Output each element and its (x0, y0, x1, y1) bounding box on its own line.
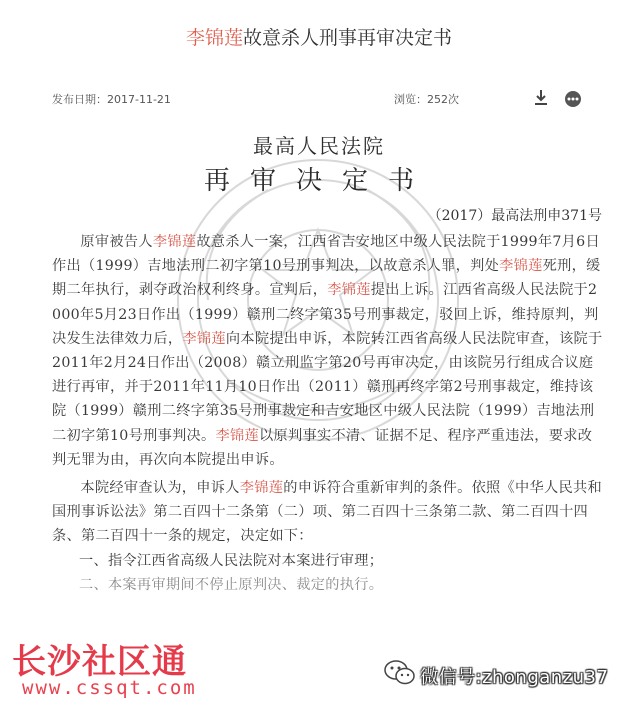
download-icon[interactable] (532, 88, 550, 108)
page-title (0, 23, 638, 50)
paragraph-text: 以原判事实不清、证据不足、程序严重违法，要求改判无罪为由，再次向本院提出申诉。 (52, 427, 593, 468)
wechat-id: 微信号:zhonganzu37 (420, 667, 609, 688)
paragraph-text: 故意杀人一案，江西省吉安地区中级人民法院于1999年7月6日作出（1999）吉地法刑二初字第10号刑事判决，以故意杀人罪，判处 (52, 234, 600, 275)
highlighted-name: 李锦莲 (215, 427, 259, 444)
more-icon[interactable] (564, 90, 582, 108)
title-rest: 故意杀人刑事再审决定书 (243, 27, 453, 49)
publish-date: 发布日期：2017-11-21 (52, 93, 171, 106)
highlighted-name: 李锦莲 (182, 330, 226, 347)
decision-item-1: 一、指令江西省高级人民法院对本案进行审理； (78, 552, 384, 569)
wechat-icon (383, 656, 417, 690)
case-number: （2017）最高法刑申371号 (427, 208, 602, 224)
highlighted-name: 李锦莲 (327, 282, 371, 299)
view-count: 浏览：252次 (394, 93, 459, 106)
meta-bar (52, 88, 586, 110)
site-url: www.cssqt.com (22, 677, 197, 699)
paragraph-text: 向本院提出申诉，本院转江西省高级人民法院审查，该院于2011年2月24日作出（2008）赣立刑监字第20号再审决定，由该院另行组成合议庭进行再审，并于2011年11月10日作出（2011）赣刑再终字第2号刑事裁定，维持该院（1999）赣刑二终字第35号刑事裁定和吉安地区中级人民法院（1999）吉地法刑二初字第10号刑事判决。 (52, 330, 603, 444)
paragraph-1 (52, 230, 604, 472)
paragraph-text: 原审被告人 (80, 234, 153, 250)
highlighted-name: 李锦莲 (152, 234, 197, 250)
paragraph-text: 的申诉符合重新审判的条件。依照《中华人民共和国刑事诉讼法》第二百四十二条第（二）项、第二百四十三条第二款、第二百四十四条、第二百四十一条的规定，决定如下： (52, 480, 602, 545)
paragraph-2 (52, 476, 604, 549)
highlighted-name: 李锦莲 (499, 258, 543, 275)
paragraph-text: 本院经审查认为，申诉人 (80, 480, 240, 497)
paragraph-text: 死刑，缓期二年执行，剥夺政治权利终身。宣判后， (52, 258, 601, 299)
site-logo-text: 长沙社区通 (12, 642, 187, 682)
court-name: 最高人民法院 (253, 134, 385, 158)
document-title: 再审决定书 (203, 166, 434, 196)
document-body (52, 230, 604, 597)
highlighted-name: 李锦莲 (239, 480, 284, 497)
decision-item-2: 二、本案再审期间不停止原判决、裁定的执行。 (78, 576, 384, 593)
title-highlight-name: 李锦莲 (185, 27, 243, 49)
paragraph-text: 提出上诉。江西省高级人民法院于2000年5月23日作出（1999）赣刑二终字第35号刑事裁定，驳回上诉，维持原判，判决发生法律效力后， (52, 282, 599, 347)
